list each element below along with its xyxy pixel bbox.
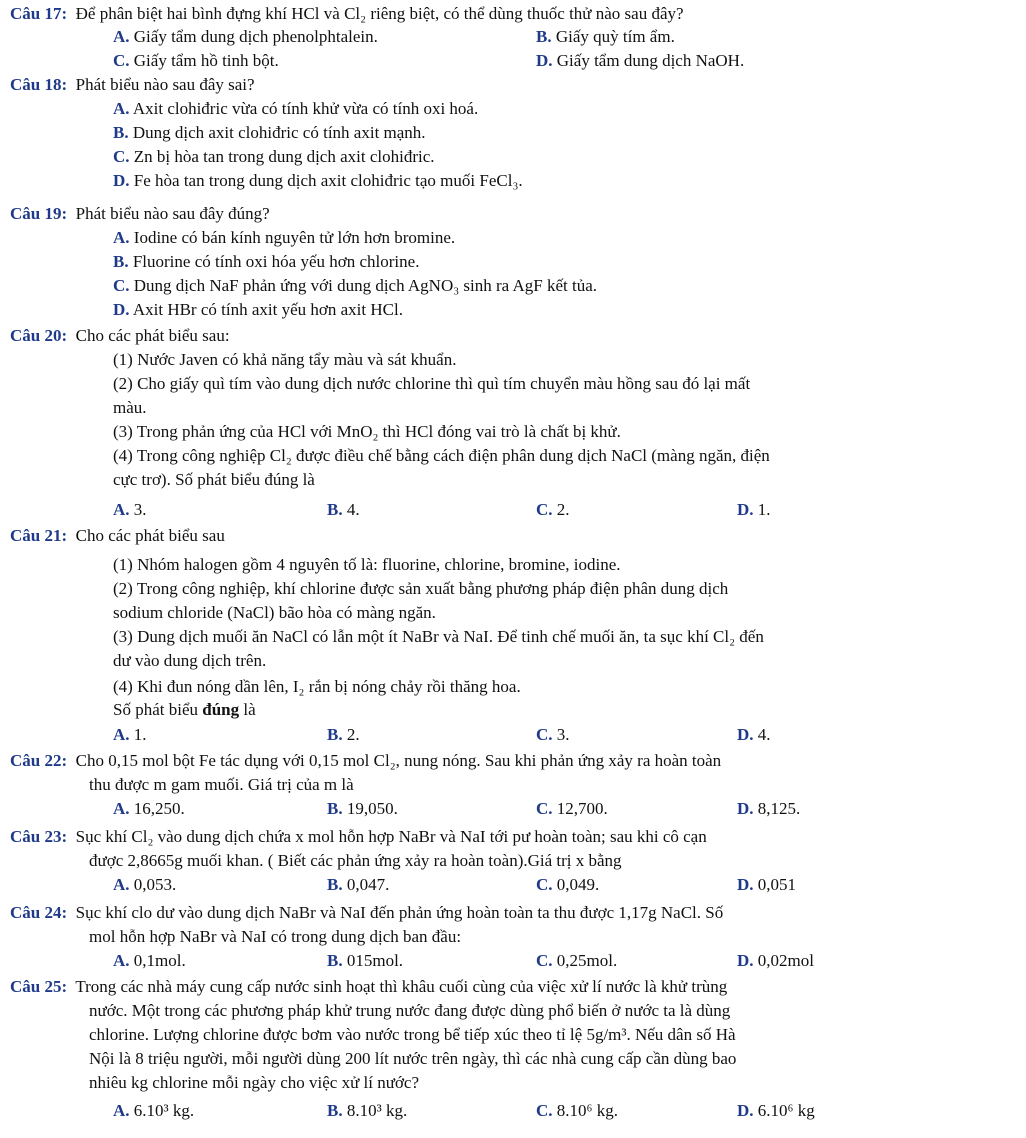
question-number: Câu 18: <box>10 75 68 94</box>
question-18-stem <box>10 74 255 96</box>
option-a[interactable]: A. 0,1mol. <box>113 951 186 970</box>
option-d[interactable]: D. Fe hòa tan trong dung dịch axit clohiđric tạo muối FeCl₃. <box>113 171 523 190</box>
option-b[interactable]: B. 0,047. <box>327 875 390 894</box>
statement-4: (4) Khi đun nóng dần lên, I₂ rắn bị nóng chảy rồi thăng hoa. <box>113 677 521 696</box>
question-text-cont: thu được m gam muối. Giá trị của m là <box>89 775 354 794</box>
question-number: Câu 17: <box>10 4 68 23</box>
option-c[interactable]: C. 12,700. <box>536 799 608 818</box>
option-b[interactable]: B. 8.10³ kg. <box>327 1101 408 1120</box>
statement-2: (2) Cho giấy quì tím vào dung dịch nước chlorine thì quì tím chuyển màu hồng sau đó lại mất <box>113 374 751 393</box>
option-d[interactable]: D. Axit HBr có tính axit yếu hơn axit HCl. <box>113 300 403 319</box>
option-c[interactable]: C. 8.10⁶ kg. <box>536 1101 618 1120</box>
statement-3-cont: dư vào dung dịch trên. <box>113 651 267 670</box>
statement-2-cont: màu. <box>113 398 147 417</box>
question-text-cont: chlorine. Lượng chlorine được bơm vào nước trong bể tiếp xúc theo tỉ lệ 5g/m³. Nếu dân số Hà <box>89 1025 736 1044</box>
question-text-cont: được 2,8665g muối khan. ( Biết các phản ứng xảy ra hoàn toàn).Giá trị x bằng <box>89 851 622 870</box>
statement-4: (4) Trong công nghiệp Cl₂ được điều chế bằng cách điện phân dung dịch NaCl (màng ngăn, điện <box>113 446 770 465</box>
question-23-stem <box>10 826 707 848</box>
statement-1: (1) Nhóm halogen gồm 4 nguyên tố là: fluorine, chlorine, bromine, iodine. <box>113 555 621 574</box>
option-a[interactable]: A. Axit clohiđric vừa có tính khử vừa có tính oxi hoá. <box>113 99 479 118</box>
option-d[interactable]: D. 6.10⁶ kg <box>737 1101 815 1120</box>
option-d[interactable]: D. 1. <box>737 500 771 519</box>
question-number: Câu 23: <box>10 827 68 846</box>
option-b[interactable]: B. 19,050. <box>327 799 398 818</box>
option-c[interactable]: C. 0,25mol. <box>536 951 618 970</box>
question-text: Phát biểu nào sau đây sai? <box>75 75 255 94</box>
question-number: Câu 20: <box>10 326 68 345</box>
question-25-stem <box>10 976 727 998</box>
question-text: Sục khí Cl₂ vào dung dịch chứa x mol hỗn hợp NaBr và NaI tới pư hoàn toàn; sau khi cô cạn <box>75 827 707 846</box>
question-number: Câu 21: <box>10 526 68 545</box>
option-c[interactable]: C. 0,049. <box>536 875 600 894</box>
option-a[interactable]: A. 16,250. <box>113 799 185 818</box>
option-a[interactable]: A. Iodine có bán kính nguyên tử lớn hơn bromine. <box>113 228 456 247</box>
option-b[interactable]: B. 015mol. <box>327 951 404 970</box>
option-a[interactable]: A. 1. <box>113 725 147 744</box>
option-d[interactable]: D. 0,051 <box>737 875 797 894</box>
option-b[interactable]: B. Fluorine có tính oxi hóa yếu hơn chlorine. <box>113 252 420 271</box>
option-b[interactable]: B. Dung dịch axit clohiđric có tính axit mạnh. <box>113 123 426 142</box>
question-number: Câu 24: <box>10 903 68 922</box>
question-17-stem <box>10 3 684 25</box>
statement-3: (3) Trong phản ứng của HCl với MnO₂ thì HCl đóng vai trò là chất bị khử. <box>113 422 621 441</box>
question-19-stem <box>10 203 270 225</box>
question-text: Phát biểu nào sau đây đúng? <box>75 204 270 223</box>
question-text: Cho các phát biểu sau: <box>75 326 230 345</box>
statement-2-cont: sodium chloride (NaCl) bão hòa có màng ngăn. <box>113 603 436 622</box>
question-text: Cho 0,15 mol bột Fe tác dụng với 0,15 mol Cl₂, nung nóng. Sau khi phản ứng xảy ra hoàn toàn <box>75 751 722 770</box>
question-text: Để phân biệt hai bình đựng khí HCl và Cl₂ riêng biệt, có thể dùng thuốc thử nào sau đây? <box>75 4 684 23</box>
option-a[interactable]: A. 6.10³ kg. <box>113 1101 195 1120</box>
question-24-stem <box>10 902 723 924</box>
question-text-cont: Nội là 8 triệu người, mỗi người dùng 200 lít nước trên ngày, thì các nhà cung cấp cần dùng bao <box>89 1049 737 1068</box>
option-a[interactable]: A. 0,053. <box>113 875 177 894</box>
question-text-cont: nhiêu kg chlorine mỗi ngày cho việc xử lí nước? <box>89 1073 420 1092</box>
statement-2: (2) Trong công nghiệp, khí chlorine được sản xuất bằng phương pháp điện phân dung dịch <box>113 579 729 598</box>
question-ask: Số phát biểu đúng là <box>113 700 256 719</box>
question-20-stem <box>10 325 230 347</box>
option-c[interactable]: C. 3. <box>536 725 570 744</box>
question-21-stem <box>10 525 225 547</box>
option-b[interactable]: B. 4. <box>327 500 360 519</box>
question-number: Câu 19: <box>10 204 68 223</box>
option-c[interactable]: C. Giấy tẩm hồ tinh bột. <box>113 51 279 70</box>
option-d[interactable]: D. 0,02mol <box>737 951 814 970</box>
question-number: Câu 25: <box>10 977 68 996</box>
option-d[interactable]: D. 8,125. <box>737 799 801 818</box>
option-a[interactable]: A. 3. <box>113 500 147 519</box>
question-text: Sục khí clo dư vào dung dịch NaBr và NaI đến phản ứng hoàn toàn ta thu được 1,17g NaCl. Số <box>75 903 724 922</box>
question-text: Trong các nhà máy cung cấp nước sinh hoạt thì khâu cuối cùng của việc xử lí nước là khử trùng <box>75 977 728 996</box>
question-22-stem <box>10 750 721 772</box>
statement-1: (1) Nước Javen có khả năng tẩy màu và sát khuẩn. <box>113 350 457 369</box>
question-text: Cho các phát biểu sau <box>75 526 225 545</box>
option-c[interactable]: C. Dung dịch NaF phản ứng với dung dịch AgNO₃ sinh ra AgF kết tủa. <box>113 276 598 295</box>
statement-3: (3) Dung dịch muối ăn NaCl có lẫn một ít NaBr và NaI. Để tinh chế muối ăn, ta sục khí Cl₂ đến <box>113 627 764 646</box>
question-number: Câu 22: <box>10 751 68 770</box>
option-b[interactable]: B. 2. <box>327 725 360 744</box>
option-a[interactable]: A. Giấy tẩm dung dịch phenolphtalein. <box>113 27 378 46</box>
question-text-cont: nước. Một trong các phương pháp khử trung nước đang được dùng phổ biến ở nước ta là dùng <box>89 1001 731 1020</box>
statement-4-cont: cực trơ). Số phát biểu đúng là <box>113 470 315 489</box>
question-text-cont: mol hỗn hợp NaBr và NaI có trong dung dịch ban đầu: <box>89 927 462 946</box>
option-d[interactable]: D. Giấy tẩm dung dịch NaOH. <box>536 51 745 70</box>
option-b[interactable]: B. Giấy quỳ tím ẩm. <box>536 27 675 46</box>
option-c[interactable]: C. 2. <box>536 500 570 519</box>
option-d[interactable]: D. 4. <box>737 725 771 744</box>
option-c[interactable]: C. Zn bị hòa tan trong dung dịch axit clohiđric. <box>113 147 435 166</box>
